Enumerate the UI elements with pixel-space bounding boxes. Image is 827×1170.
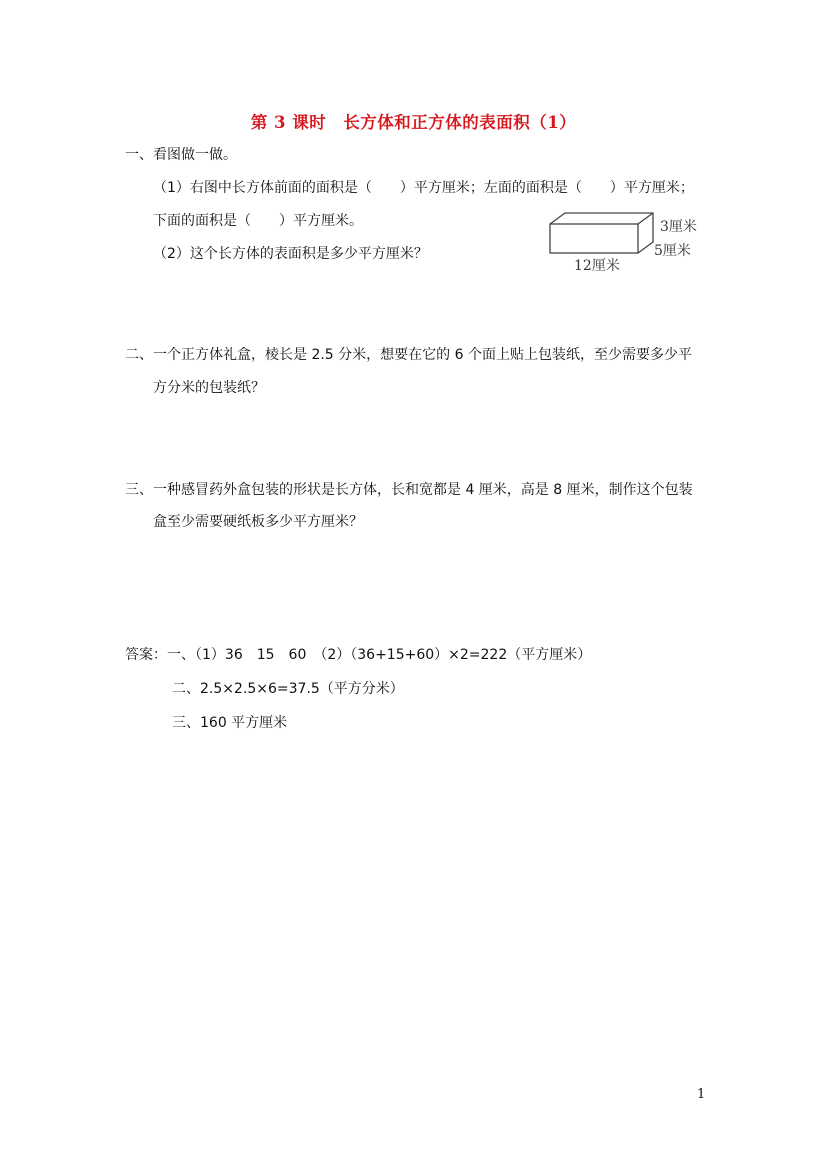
page-title: 第 3 课时 长方体和正方体的表面积（1） <box>250 113 577 132</box>
question-1-part-1-line-2: 下面的面积是（ ）平方厘米。 <box>153 213 363 229</box>
cuboid-top-right-edge <box>638 213 653 224</box>
question-3-line-2: 盒至少需要硬纸板多少平方厘米？ <box>153 514 363 530</box>
page-number: 1 <box>697 1087 706 1102</box>
length-label: 12厘米 <box>574 258 620 274</box>
question-1-heading: 一、看图做一做。 <box>125 147 237 163</box>
question-1-part-2: （2）这个长方体的表面积是多少平方厘米？ <box>153 246 428 262</box>
cuboid-figure <box>548 211 708 277</box>
cuboid-front-face <box>550 224 638 253</box>
question-3-line-1: 三、一种感冒药外盒包装的形状是长方体，长和宽都是 4 厘米，高是 8 厘米，制作这个包装 <box>125 482 693 498</box>
answer-line-3: 三、160 平方厘米 <box>172 715 288 731</box>
question-2-line-1: 二、一个正方体礼盒，棱长是 2.5 分米，想要在它的 6 个面上贴上包装纸，至少需要多少平 <box>125 347 692 363</box>
question-2-line-2: 方分米的包装纸？ <box>153 380 265 396</box>
answer-line-1: 答案：一、（1）36 15 60 （2）（36+15+60）×2=222（平方厘米） <box>125 647 592 663</box>
answer-line-2: 二、2.5×2.5×6=37.5（平方分米） <box>172 681 404 697</box>
width-label: 5厘米 <box>654 243 691 259</box>
question-1-part-1-line-1: （1）右图中长方体前面的面积是（ ）平方厘米；左面的面积是（ ）平方厘米； <box>153 180 694 196</box>
height-label: 3厘米 <box>660 219 697 235</box>
